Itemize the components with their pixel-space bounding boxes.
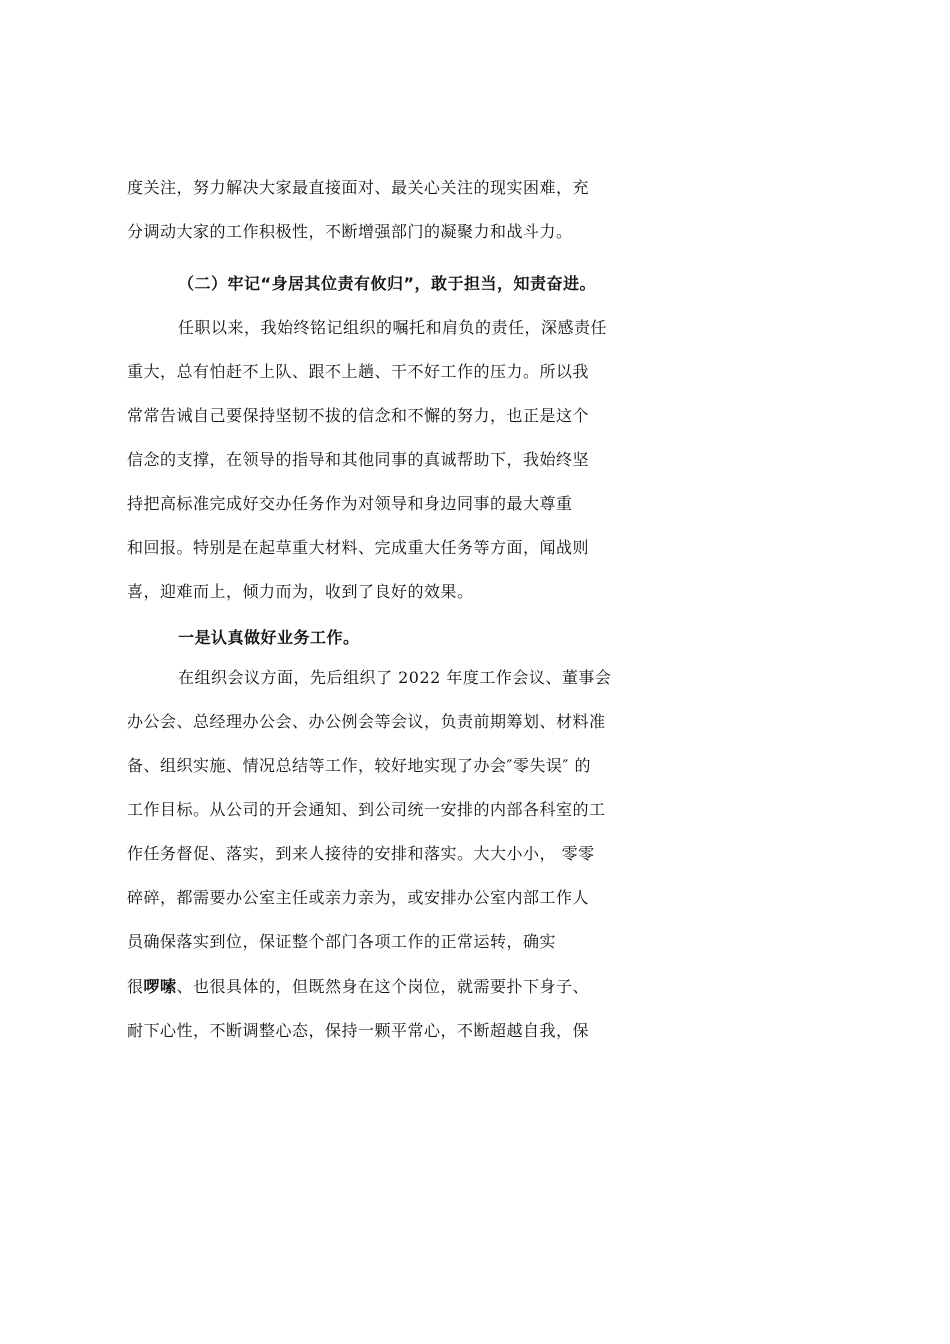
bold-text-run: 啰嗦 bbox=[143, 977, 177, 996]
paragraph-line: 任职以来，我始终铭记组织的嘱托和肩负的责任，深感责任 bbox=[178, 318, 608, 337]
paragraph-line: 常常告诫自己要保持坚韧不拔的信念和不懈的努力，也正是这个 bbox=[127, 406, 590, 425]
paragraph-line: 持把高标准完成好交办任务作为对领导和身边同事的最大尊重 bbox=[127, 494, 573, 513]
paragraph-line: 作任务督促、落实，到来人接待的安排和落实。大大小小， 零零 bbox=[127, 844, 595, 863]
paragraph-line: 耐下心性，不断调整心态，保持一颗平常心，不断超越自我，保 bbox=[127, 1021, 590, 1040]
sub-heading: 一是认真做好业务工作。 bbox=[178, 628, 360, 647]
paragraph-line: 重大，总有怕赶不上队、跟不上趟、干不好工作的压力。所以我 bbox=[127, 362, 590, 381]
paragraph-line: 在组织会议方面，先后组织了 2022 年度工作会议、董事会 bbox=[178, 668, 612, 687]
paragraph-line: 信念的支撑，在领导的指导和其他同事的真诚帮助下，我始终坚 bbox=[127, 450, 590, 469]
paragraph-line: 碎碎，都需要办公室主任或亲力亲为，或安排办公室内部工作人 bbox=[127, 888, 590, 907]
paragraph-line: 备、组织实施、情况总结等工作，较好地实现了办会″零失误″ 的 bbox=[127, 756, 592, 775]
paragraph-line: 工作目标。从公司的开会通知、到公司统一安排的内部各科室的工 bbox=[127, 800, 606, 819]
paragraph-line: 分调动大家的工作积极性，不断增强部门的凝聚力和战斗力。 bbox=[127, 222, 573, 241]
paragraph-line: 员确保落实到位，保证整个部门各项工作的正常运转，确实 bbox=[127, 932, 557, 951]
paragraph-line: 办公会、总经理办公会、办公例会等会议，负责前期筹划、材料准 bbox=[127, 712, 606, 731]
section-heading: （二）牢记“身居其位责有攸归”，敢于担当，知责奋进。 bbox=[178, 274, 597, 293]
text-run: 、也很具体的，但既然身在这个岗位，就需要扑下身子、 bbox=[176, 977, 590, 996]
paragraph-line: 度关注，努力解决大家最直接面对、最关心关注的现实困难，充 bbox=[127, 178, 590, 197]
text-run: 很 bbox=[127, 977, 144, 996]
paragraph-line: 和回报。特别是在起草重大材料、完成重大任务等方面，闻战则 bbox=[127, 538, 590, 557]
paragraph-line: 喜，迎难而上，倾力而为，收到了良好的效果。 bbox=[127, 582, 474, 601]
paragraph-line bbox=[0, 965, 950, 1009]
